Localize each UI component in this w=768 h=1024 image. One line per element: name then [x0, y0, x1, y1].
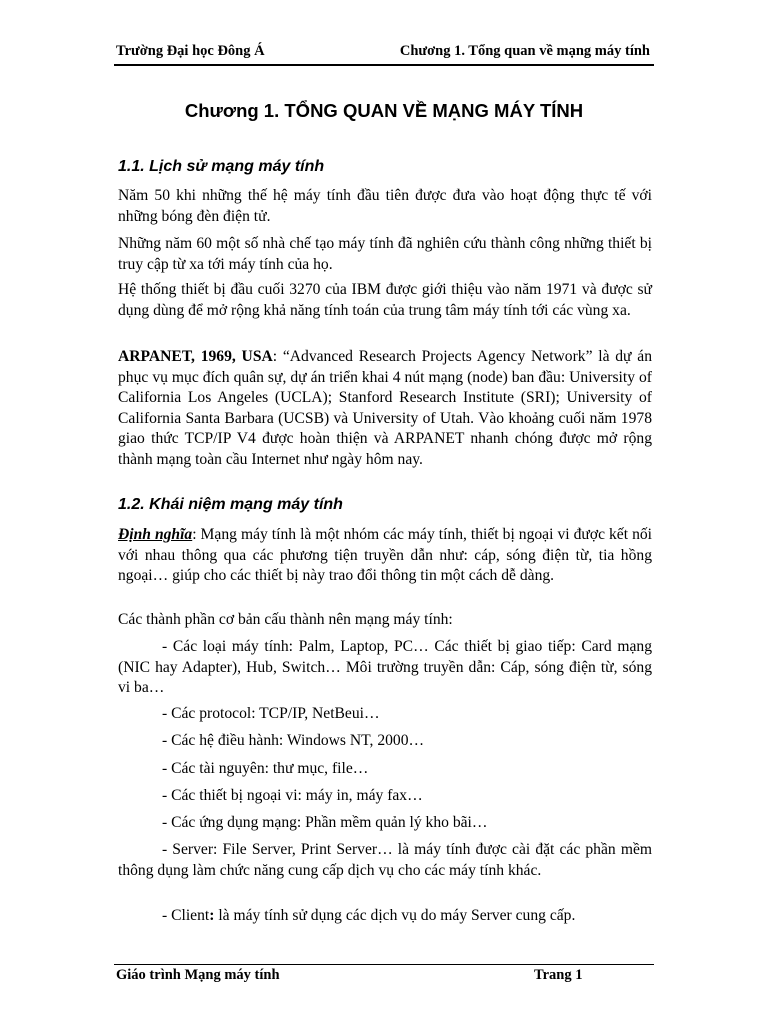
client-text: là máy tính sử dụng các dịch vụ do máy Server cung cấp. — [214, 907, 576, 924]
list-item-protocols: - Các protocol: TCP/IP, NetBeui… — [162, 705, 380, 722]
list-item-client — [162, 906, 652, 927]
page-footer — [114, 964, 654, 987]
list-item-applications: - Các ứng dụng mạng: Phần mềm quản lý kho bãi… — [162, 814, 488, 831]
client-lead: - Client — [162, 907, 210, 924]
paragraph-history-1: Năm 50 khi những thế hệ máy tính đầu tiên được đưa vào hoạt động thực tế với những bóng đèn điện tử. — [118, 187, 652, 225]
paragraph-history-2: Những năm 60 một số nhà chế tạo máy tính đã nghiên cứu thành công những thiết bị truy cập từ xa tới máy tính của họ. — [118, 235, 652, 273]
section-heading-1-2: 1.2. Khái niệm mạng máy tính — [118, 496, 343, 513]
arpanet-text: : “Advanced Research Projects Agency Network” là dự án phục vụ mục đích quân sự, dự án triển khai 4 nút mạng (node) ban đầu: University of California Los Angeles (UCLA); Stanford Research Institute (SRI); University of California Santa Barbara (UCSB) và University of Utah. Vào khoảng cuối năm 1978 giao thức TCP/IP V4 được hoàn thiện và ARPANET nhanh chóng được mở rộng thành mạng toàn cầu Internet như ngày hôm nay. — [118, 348, 652, 468]
page-number: Trang 1 — [534, 967, 583, 983]
list-item-resources: - Các tài nguyên: thư mục, file… — [162, 760, 369, 777]
header-chapter: Chương 1. Tổng quan về mạng máy tính — [399, 43, 650, 59]
page-header — [114, 42, 654, 66]
list-item-peripherals: - Các thiết bị ngoại vi: máy in, máy fax… — [162, 787, 423, 804]
footer-book-title: Giáo trình Mạng máy tính — [116, 967, 280, 983]
list-item-server: - Server: File Server, Print Server… là máy tính được cài đặt các phần mềm thông dụng làm chức năng cung cấp dịch vụ cho các máy tính khác. — [118, 841, 652, 879]
client-colon: : — [209, 907, 215, 924]
paragraph-history-3: Hệ thống thiết bị đầu cuối 3270 của IBM được giới thiệu vào năm 1971 và được sử dụng dùng để mở rộng khả năng tính toán của trung tâm máy tính tới các vùng xa. — [118, 281, 652, 319]
list-item-computers: - Các loại máy tính: Palm, Laptop, PC… Các thiết bị giao tiếp: Card mạng (NIC hay Adapter), Hub, Switch… Môi trường truyền dẫn: Cáp, sóng điện từ, sóng vi ba… — [118, 638, 652, 696]
definition-text: : Mạng máy tính là một nhóm các máy tính, thiết bị ngoại vi được kết nối với nhau thông qua các phương tiện truyền dẫn như: cáp, sóng điện từ, tia hồng ngoại… giúp cho các thiết bị này trao đổi thông tin một cách dễ dàng. — [118, 526, 652, 584]
list-item-os: - Các hệ điều hành: Windows NT, 2000… — [162, 732, 425, 749]
definition-lead: Định nghĩa — [118, 526, 193, 543]
paragraph-definition — [118, 525, 652, 587]
paragraph-arpanet — [118, 347, 652, 470]
chapter-title: Chương 1. TỔNG QUAN VỀ MẠNG MÁY TÍNH — [184, 100, 584, 121]
section-heading-1-1: 1.1. Lịch sử mạng máy tính — [118, 158, 325, 175]
arpanet-lead: ARPANET, 1969, USA — [118, 348, 273, 365]
header-school: Trường Đại học Đông Á — [116, 43, 265, 59]
paragraph-components-intro: Các thành phần cơ bản cấu thành nên mạng máy tính: — [118, 611, 453, 628]
